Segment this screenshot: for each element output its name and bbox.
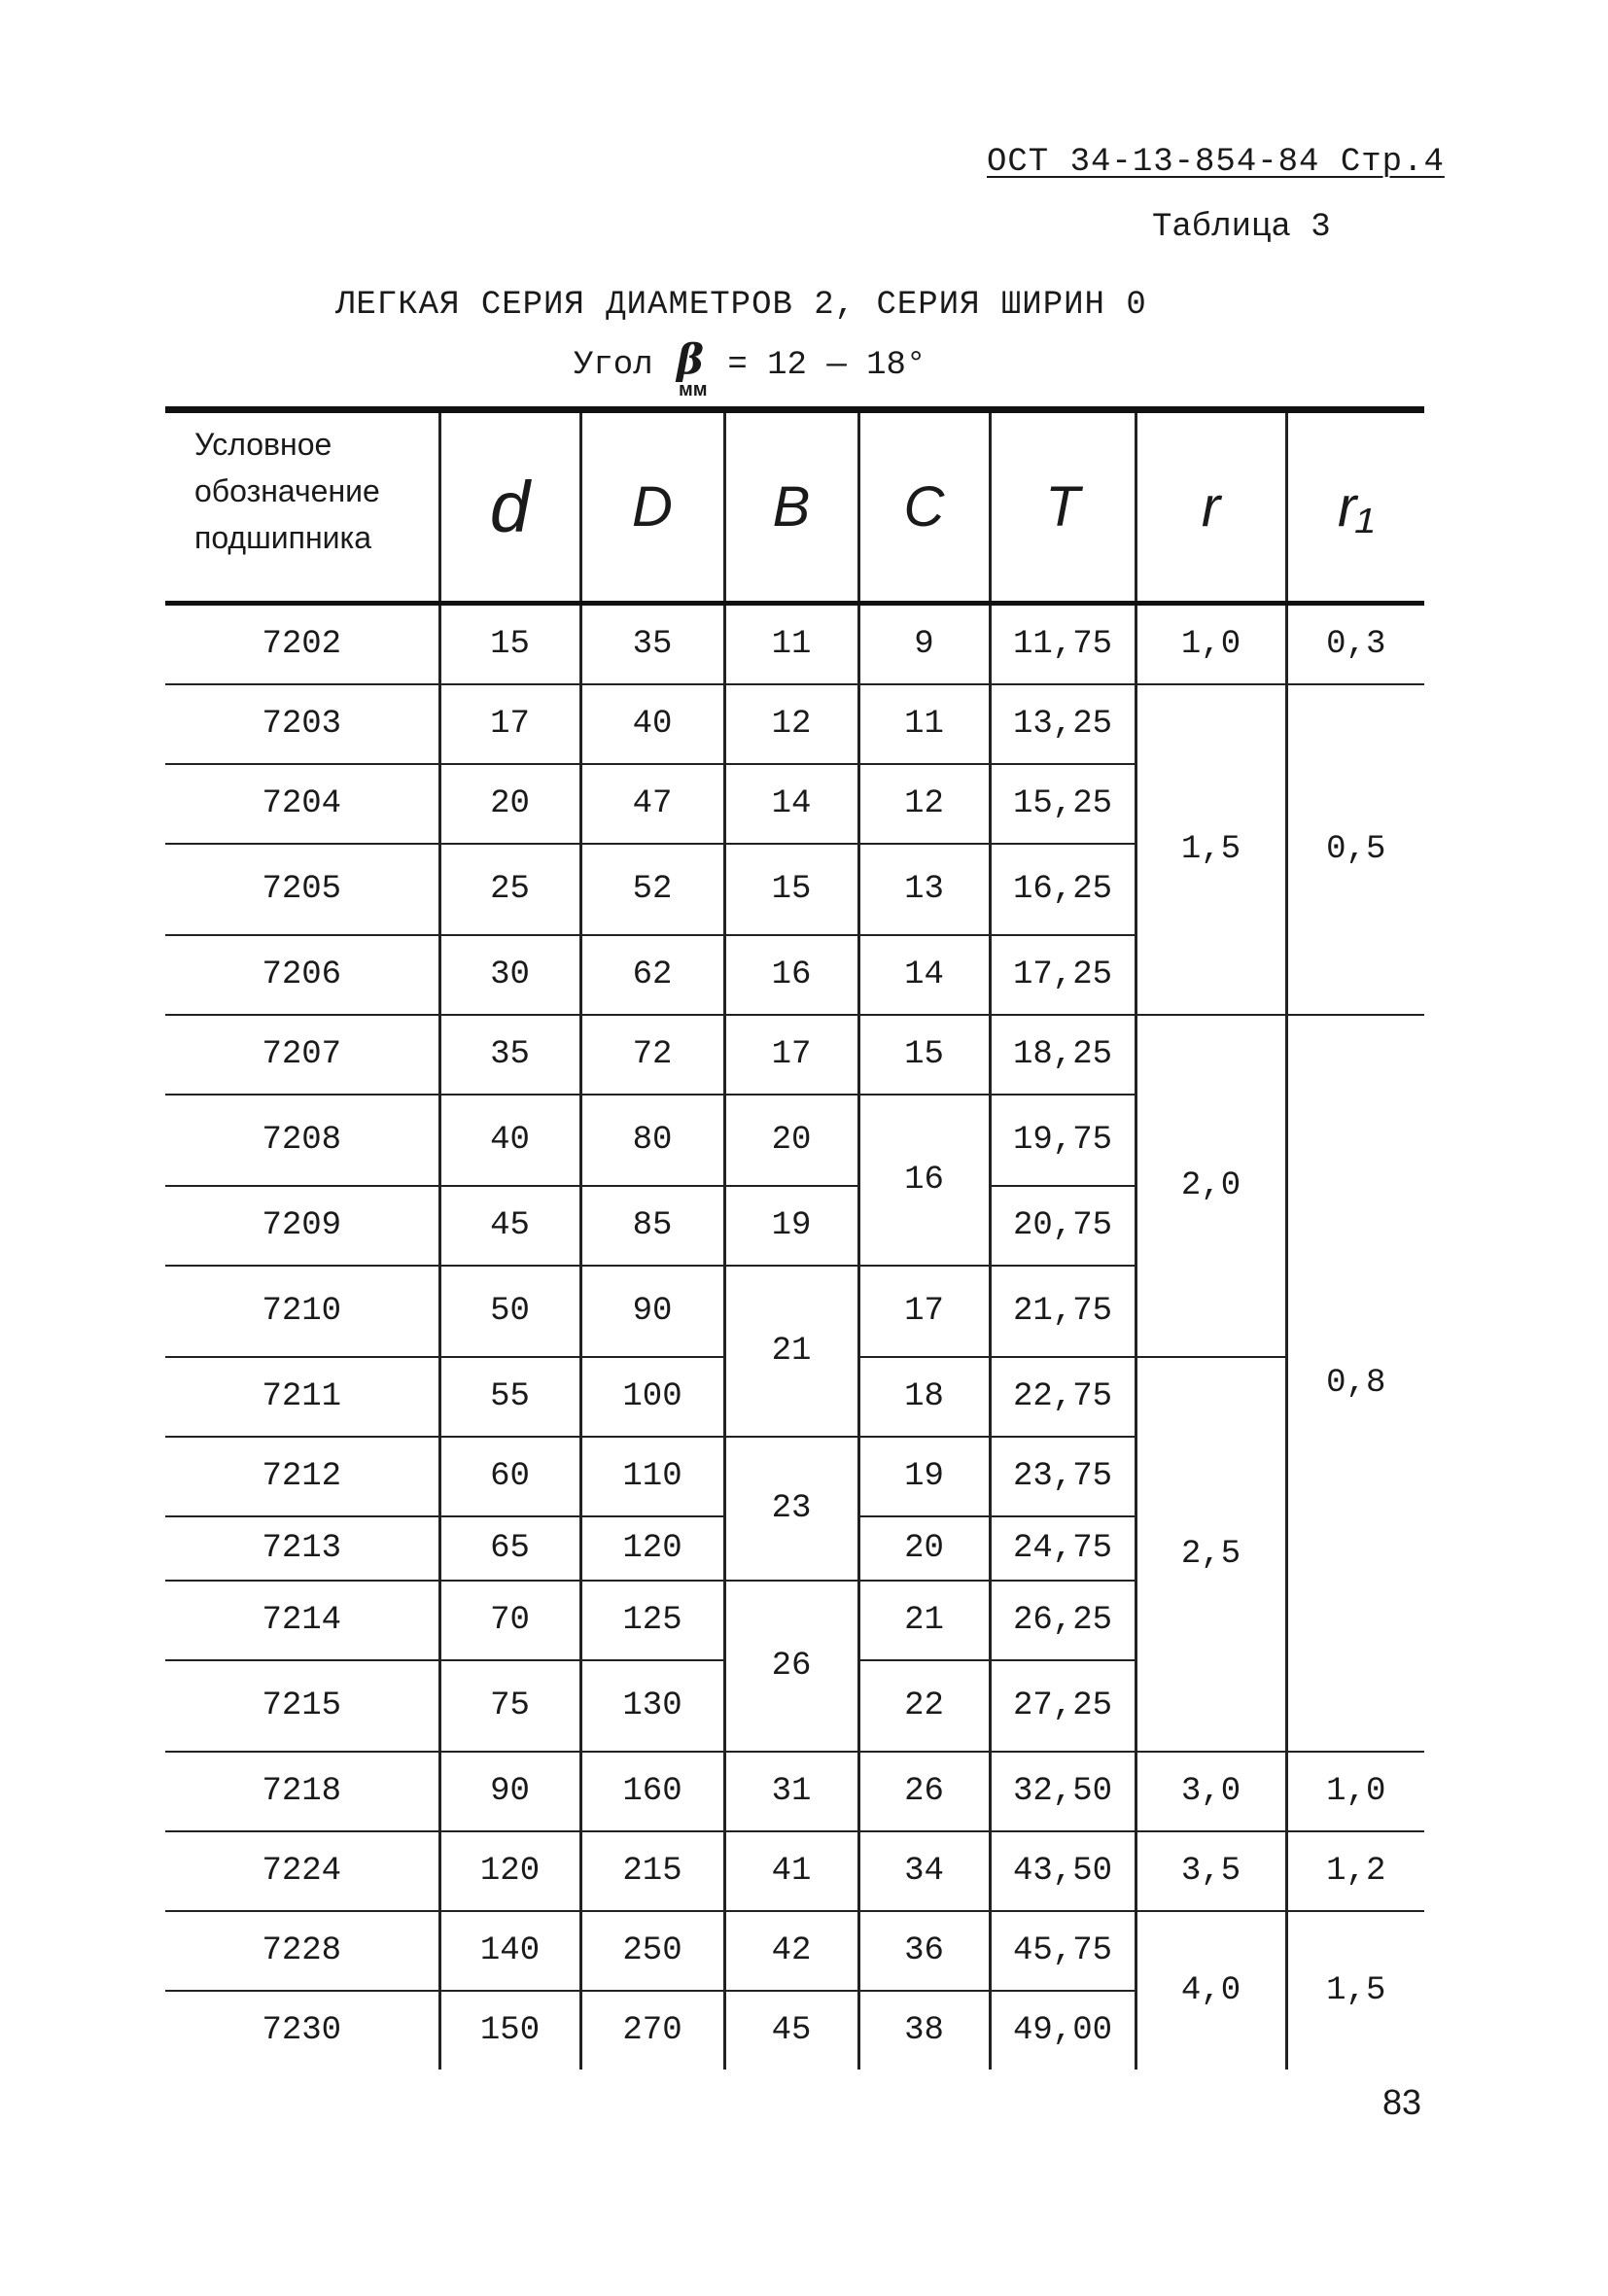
cell-D: 125 [580,1581,724,1660]
cell-designation: 7230 [165,1991,439,2070]
cell-D: 35 [580,604,724,685]
cell-d: 15 [439,604,580,685]
table-row [165,604,1424,685]
cell-D: 85 [580,1186,724,1266]
cell-C: 11 [858,684,990,764]
table-row [165,684,1424,764]
cell-designation: 7207 [165,1015,439,1095]
cell-designation: 7215 [165,1660,439,1752]
cell-r: 1,0 [1136,604,1286,685]
symbol-C: C [903,475,945,539]
cell-D: 100 [580,1357,724,1437]
cell-designation: 7218 [165,1752,439,1831]
header-B [724,410,858,604]
cell-designation: 7211 [165,1357,439,1437]
cell-designation: 7228 [165,1911,439,1991]
header-designation-line-3: подшипника [194,520,372,555]
cell-r1: 0,8 [1286,1015,1424,1752]
cell-r1: 1,2 [1286,1831,1424,1911]
cell-D: 120 [580,1516,724,1581]
cell-d: 120 [439,1831,580,1911]
header-designation-line-1: Условное [194,427,332,462]
cell-C: 38 [858,1991,990,2070]
cell-T: 26,25 [990,1581,1136,1660]
cell-C: 20 [858,1516,990,1581]
cell-C: 22 [858,1660,990,1752]
cell-D: 160 [580,1752,724,1831]
cell-designation: 7203 [165,684,439,764]
cell-designation: 7209 [165,1186,439,1266]
header-designation-line-2: обозначение [194,473,380,508]
symbol-B: B [772,475,811,539]
table-row [165,1752,1424,1831]
cell-D: 52 [580,844,724,935]
series-title: ЛЕГКАЯ СЕРИЯ ДИАМЕТРОВ 2, СЕРИЯ ШИРИН 0 [335,287,1147,324]
table-row [165,1015,1424,1095]
cell-T: 45,75 [990,1911,1136,1991]
cell-T: 23,75 [990,1437,1136,1516]
cell-C: 17 [858,1266,990,1357]
symbol-r: r [1201,475,1221,539]
cell-C: 9 [858,604,990,685]
cell-B: 23 [724,1437,858,1581]
cell-D: 72 [580,1015,724,1095]
cell-d: 25 [439,844,580,935]
cell-r1: 0,5 [1286,684,1424,1015]
cell-D: 250 [580,1911,724,1991]
table-row [165,1831,1424,1911]
cell-T: 13,25 [990,684,1136,764]
cell-C: 14 [858,935,990,1015]
beta-symbol: β [677,335,704,383]
cell-D: 215 [580,1831,724,1911]
cell-designation: 7212 [165,1437,439,1516]
cell-T: 20,75 [990,1186,1136,1266]
header-C [858,410,990,604]
cell-designation: 7214 [165,1581,439,1660]
cell-d: 75 [439,1660,580,1752]
cell-B: 17 [724,1015,858,1095]
bearing-dimensions-table [165,406,1424,2070]
cell-r: 1,5 [1136,684,1286,1015]
symbol-D: D [632,475,673,539]
cell-D: 130 [580,1660,724,1752]
cell-d: 20 [439,764,580,844]
cell-d: 30 [439,935,580,1015]
table-label: Таблица 3 [1152,209,1331,246]
cell-C: 18 [858,1357,990,1437]
cell-T: 18,25 [990,1015,1136,1095]
cell-d: 45 [439,1186,580,1266]
header-d [439,410,580,604]
cell-T: 27,25 [990,1660,1136,1752]
cell-d: 90 [439,1752,580,1831]
header-D [580,410,724,604]
cell-T: 16,25 [990,844,1136,935]
cell-D: 90 [580,1266,724,1357]
angle-line [574,335,926,384]
table-header-row [165,410,1424,604]
header-r1 [1286,410,1424,604]
cell-B: 45 [724,1991,858,2070]
table-row [165,1911,1424,1991]
cell-T: 24,75 [990,1516,1136,1581]
cell-C: 34 [858,1831,990,1911]
angle-value: = 12 — 18° [727,347,926,384]
cell-T: 21,75 [990,1266,1136,1357]
cell-T: 32,50 [990,1752,1136,1831]
cell-D: 80 [580,1095,724,1186]
cell-designation: 7206 [165,935,439,1015]
header-designation [165,410,439,604]
cell-C: 15 [858,1015,990,1095]
cell-D: 40 [580,684,724,764]
cell-d: 55 [439,1357,580,1437]
cell-r: 3,5 [1136,1831,1286,1911]
cell-B: 41 [724,1831,858,1911]
cell-D: 110 [580,1437,724,1516]
cell-B: 26 [724,1581,858,1752]
cell-d: 50 [439,1266,580,1357]
cell-B: 19 [724,1186,858,1266]
cell-B: 12 [724,684,858,764]
cell-D: 47 [580,764,724,844]
cell-d: 17 [439,684,580,764]
cell-B: 14 [724,764,858,844]
cell-C: 19 [858,1437,990,1516]
cell-r: 2,5 [1136,1357,1286,1752]
angle-label: Угол [574,347,653,384]
cell-B: 11 [724,604,858,685]
header-r [1136,410,1286,604]
cell-T: 22,75 [990,1357,1136,1437]
symbol-T: T [1045,475,1080,539]
document-code: ОСТ 34-13-854-84 Стр.4 [987,144,1445,181]
cell-B: 31 [724,1752,858,1831]
cell-designation: 7213 [165,1516,439,1581]
cell-C: 13 [858,844,990,935]
cell-designation: 7205 [165,844,439,935]
cell-T: 49,00 [990,1991,1136,2070]
cell-d: 140 [439,1911,580,1991]
cell-r: 3,0 [1136,1752,1286,1831]
cell-r1: 1,0 [1286,1752,1424,1831]
cell-T: 19,75 [990,1095,1136,1186]
cell-designation: 7202 [165,604,439,685]
cell-B: 20 [724,1095,858,1186]
cell-d: 65 [439,1516,580,1581]
cell-designation: 7224 [165,1831,439,1911]
cell-B: 21 [724,1266,858,1437]
cell-D: 62 [580,935,724,1015]
cell-T: 17,25 [990,935,1136,1015]
cell-B: 42 [724,1911,858,1991]
cell-r1: 1,5 [1286,1911,1424,2070]
cell-C: 21 [858,1581,990,1660]
cell-D: 270 [580,1991,724,2070]
header-T [990,410,1136,604]
cell-d: 35 [439,1015,580,1095]
cell-C: 36 [858,1911,990,1991]
cell-d: 40 [439,1095,580,1186]
cell-r1: 0,3 [1286,604,1424,685]
cell-designation: 7208 [165,1095,439,1186]
cell-d: 70 [439,1581,580,1660]
page-number: 83 [1382,2082,1422,2122]
cell-T: 43,50 [990,1831,1136,1911]
cell-C: 16 [858,1095,990,1266]
cell-designation: 7204 [165,764,439,844]
symbol-r1: r₁ [1337,475,1375,539]
cell-d: 150 [439,1991,580,2070]
cell-r: 4,0 [1136,1911,1286,2070]
cell-C: 12 [858,764,990,844]
unit-label: мм [679,379,708,400]
cell-T: 11,75 [990,604,1136,685]
cell-T: 15,25 [990,764,1136,844]
symbol-d: d [489,467,531,547]
cell-d: 60 [439,1437,580,1516]
cell-C: 26 [858,1752,990,1831]
cell-B: 15 [724,844,858,935]
cell-r: 2,0 [1136,1015,1286,1357]
cell-designation: 7210 [165,1266,439,1357]
cell-B: 16 [724,935,858,1015]
